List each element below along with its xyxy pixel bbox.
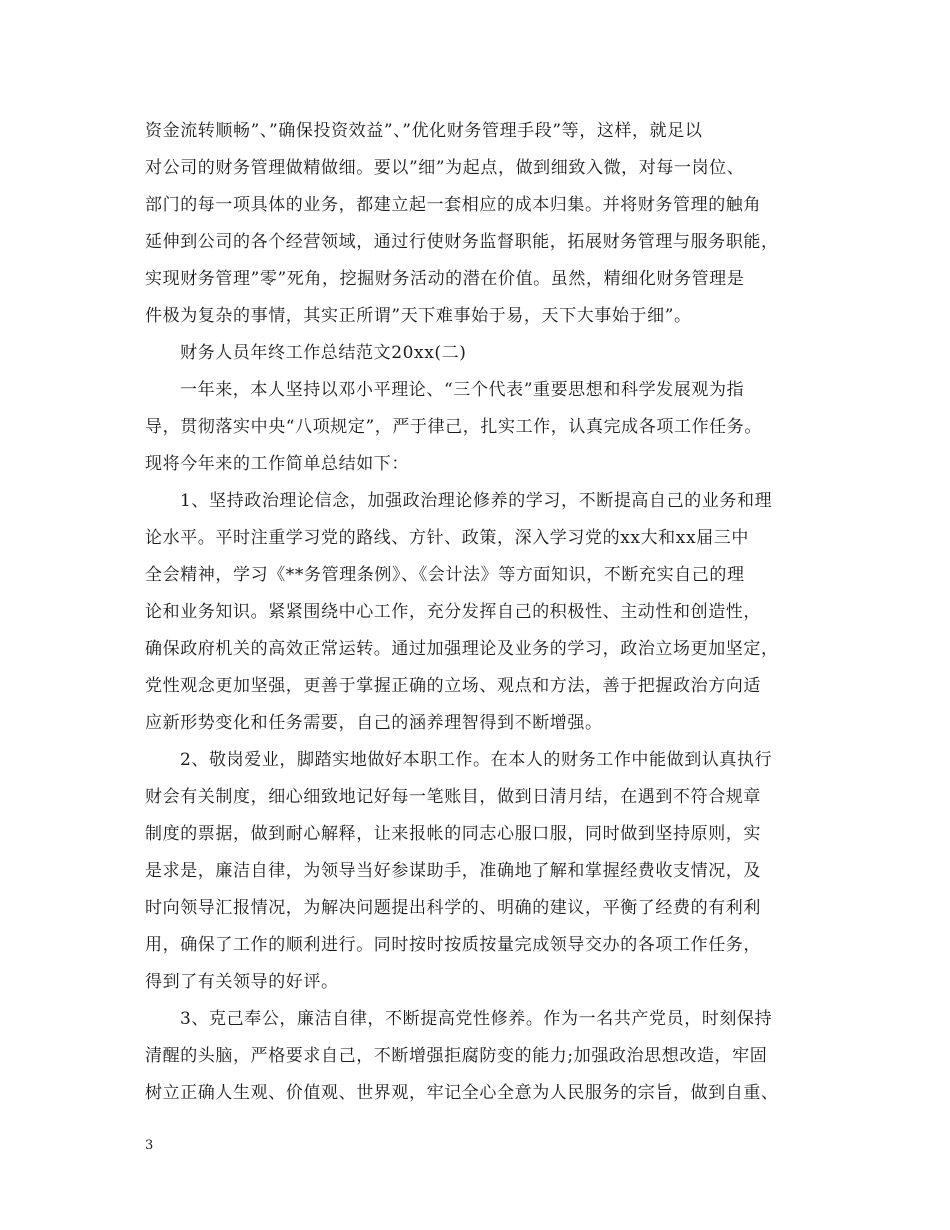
text-line: 论和业务知识。紧紧围绕中心工作，充分发挥自己的积极性、主动性和创造性， (145, 602, 761, 622)
text-line: 全会精神，学习《**务管理条例》、《会计法》等方面知识，不断充实自己的理 (145, 565, 745, 585)
text-line: 党性观念更加坚强，更善于掌握正确的立场、观点和方法，善于把握政治方向适 (145, 676, 761, 696)
text-line: 得到了有关领导的好评。 (145, 972, 339, 992)
text-line: 树立正确人生观、价值观、世界观，牢记全心全意为人民服务的宗旨，做到自重、 (145, 1083, 779, 1103)
text-line: 现将今年来的工作简单总结如下： (145, 454, 409, 474)
page-number: 3 (145, 1138, 154, 1153)
text-line: 论水平。平时注重学习党的路线、方针、政策，深入学习党的xx大和xx届三中 (145, 528, 749, 548)
text-line: 一年来，本人坚持以邓小平理论、“三个代表”重要思想和科学发展观为指 (180, 380, 745, 400)
text-line: 3、克己奉公，廉洁自律，不断提高党性修养。作为一名共产党员，时刻保持 (180, 1009, 773, 1029)
text-line: 确保政府机关的高效正常运转。通过加强理论及业务的学习，政治立场更加坚定， (145, 639, 779, 659)
text-line: 延伸到公司的各个经营领域，通过行使财务监督职能，拓展财务管理与服务职能， (145, 232, 779, 252)
section-heading: 财务人员年终工作总结范文20xx(二) (180, 343, 467, 363)
text-line: 导，贯彻落实中央“八项规定”，严于律己，扎实工作，认真完成各项工作任务。 (145, 417, 762, 437)
text-line: 实现财务管理”零”死角，挖掘财务活动的潜在价值。虽然，精细化财务管理是 (145, 269, 745, 289)
text-line: 用，确保了工作的顺利进行。同时按时按质按量完成领导交办的各项工作任务， (145, 935, 761, 955)
text-line: 制度的票据，做到耐心解释，让来报帐的同志心服口服，同时做到坚持原则，实 (145, 824, 761, 844)
text-line: 部门的每一项具体的业务，都建立起一套相应的成本归集。并将财务管理的触角 (145, 195, 761, 215)
text-line: 时向领导汇报情况，为解决问题提出科学的、明确的建议，平衡了经费的有利利 (145, 898, 761, 918)
text-line: 件极为复杂的事情，其实正所谓”天下难事始于易，天下大事始于细”。 (145, 306, 692, 326)
text-line: 资金流转顺畅”、”确保投资效益”、”优化财务管理手段”等，这样，就足以 (145, 121, 703, 141)
text-line: 财会有关制度，细心细致地记好每一笔账目，做到日清月结，在遇到不符合规章 (145, 787, 761, 807)
text-line: 清醒的头脑，严格要求自己，不断增强拒腐防变的能力;加强政治思想改造，牢固 (145, 1046, 768, 1066)
text-line: 是求是，廉洁自律，为领导当好参谋助手，准确地了解和掌握经费收支情况，及 (145, 861, 761, 881)
text-line: 1、坚持政治理论信念，加强政治理论修养的学习，不断提高自己的业务和理 (180, 491, 773, 511)
text-line: 对公司的财务管理做精做细。要以”细”为起点，做到细致入微，对每一岗位、 (145, 158, 745, 178)
text-line: 应新形势变化和任务需要，自己的涵养理智得到不断增强。 (145, 713, 603, 733)
text-line: 2、敬岗爱业，脚踏实地做好本职工作。在本人的财务工作中能做到认真执行 (180, 750, 773, 770)
